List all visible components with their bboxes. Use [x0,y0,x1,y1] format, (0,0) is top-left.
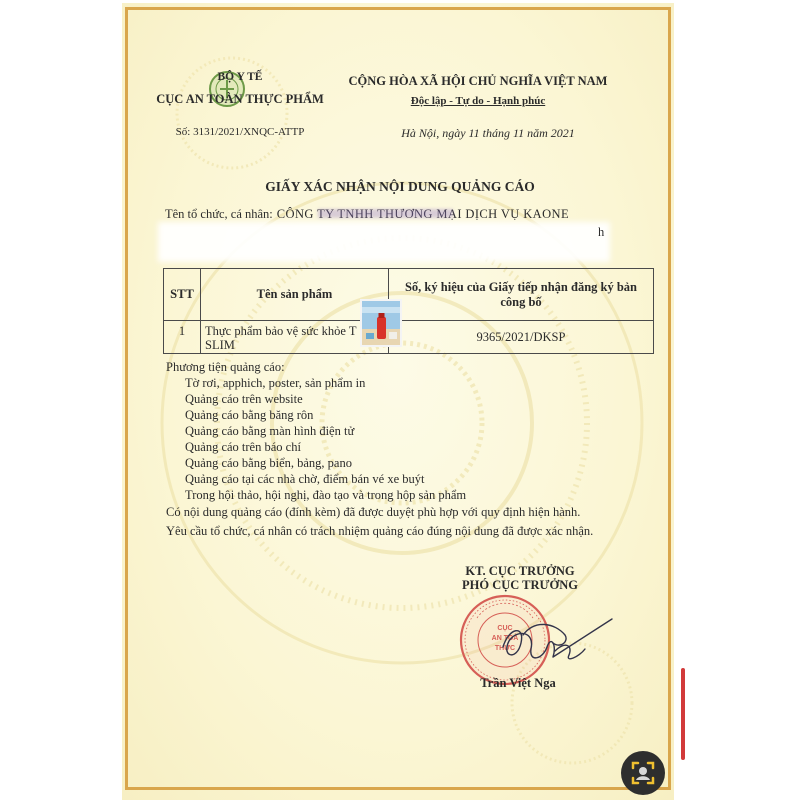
list-item: Trong hội thảo, hội nghị, đào tạo và trong hộp sản phẩm [185,488,467,502]
list-item: Quảng cáo bằng biển, bảng, pano [185,456,352,470]
stamp-text: CỤC [497,625,513,632]
responsibility-note: Yêu cầu tổ chức, cá nhân có trách nhiệm quảng cáo đúng nội dung đã được xác nhận. [166,524,594,538]
list-item: Tờ rơi, apphich, poster, sản phẩm in [185,376,366,390]
text-smear [318,209,453,218]
media-list-label: Phương tiện quảng cáo: [166,360,285,374]
row-stt: 1 [164,321,201,354]
national-title: CỘNG HÒA XÃ HỘI CHỦ NGHĨA VIỆT NAM [348,74,608,88]
signature-authority-line: KT. CỤC TRƯỞNG [465,564,575,578]
list-item: Quảng cáo tại các nhà chờ, điểm bán vé xe buýt [185,472,425,486]
national-motto [338,96,618,107]
organization-name: CÔNG TY TNHH THƯƠNG MẠI DỊCH VỤ KAONE [276,207,569,221]
document-title: GIẤY XÁC NHẬN NỘI DUNG QUẢNG CÁO [265,179,535,194]
table-row [164,321,654,354]
product-table [163,268,654,354]
lens-scan-icon [621,751,665,795]
header-product-name: Tên sản phẩm [201,269,389,321]
ministry-name: BỘ Y TẾ [217,71,263,83]
stamp-text: THỰC [494,645,516,652]
advertising-media-list [166,359,466,503]
reference-number: Số: 3131/2021/XNQC-ATTP [175,126,305,138]
approval-note: Có nội dung quảng cáo (đính kèm) đã được duyệt phù hợp với quy định hiện hành. [166,505,581,519]
list-item: Quảng cáo bằng màn hình điện tử [185,424,355,438]
list-item: Quảng cáo trên website [185,392,303,406]
signature-position-line: PHÓ CỤC TRƯỞNG [462,578,578,592]
document-notes [166,503,593,541]
department-name: CỤC AN TOÀN THỰC PHẨM [156,92,324,106]
handwritten-signature [495,605,620,680]
edge-red-marker [681,668,685,760]
scan-button[interactable] [621,751,665,795]
header-stt: STT [164,269,201,321]
product-name-line: SLIM [205,338,235,353]
list-item: Quảng cáo bằng băng rôn [185,408,314,422]
address-fragment: h [598,225,605,239]
place-and-date: Hà Nội, ngày 11 tháng 11 năm 2021 [401,126,575,140]
stamp-text: AN TOÀ [491,635,519,642]
redacted-area [158,222,610,262]
signer-name: Trần Việt Nga [480,676,556,690]
product-name-line: Thực phẩm bảo vệ sức khỏe T [205,324,357,338]
row-registration-number: 9365/2021/DKSP [389,321,654,354]
list-item: Quảng cáo trên báo chí [185,440,301,454]
table-header-row [164,269,654,321]
organization-label: Tên tổ chức, cá nhân: [165,207,273,221]
national-motto-text: Độc lập - Tự do - Hạnh phúc [410,95,546,107]
header-registration-number: Số, ký hiệu của Giấy tiếp nhận đăng ký bản công bố [389,269,654,321]
product-thumbnail-image [360,299,402,347]
